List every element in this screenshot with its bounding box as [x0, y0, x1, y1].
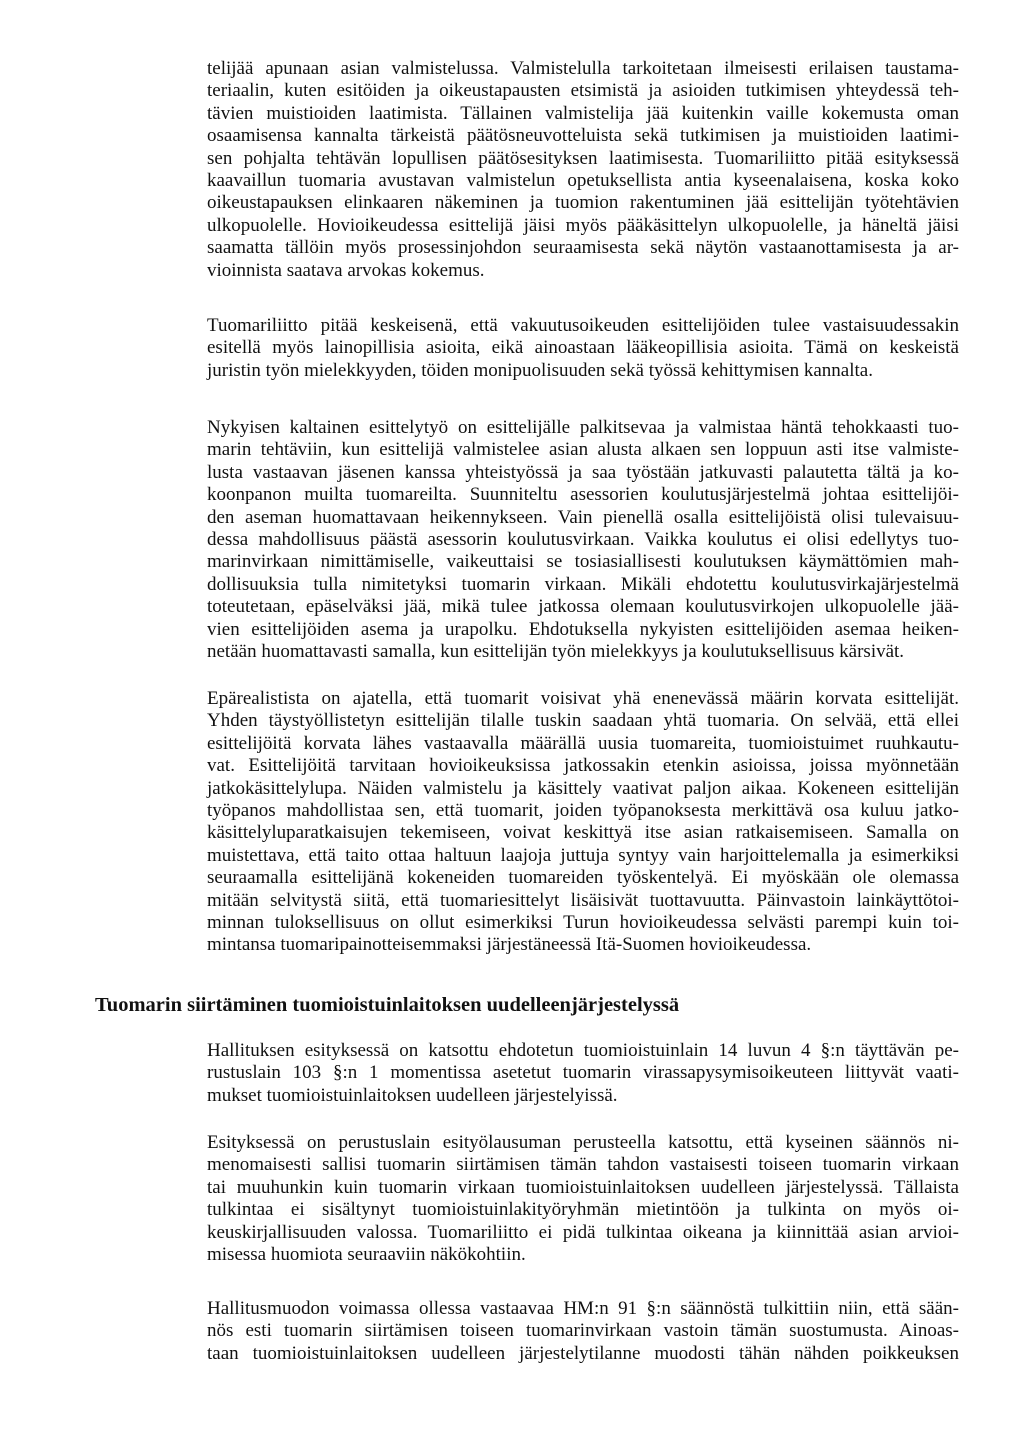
paragraph-5 [207, 1040, 959, 1107]
text-line: mukset tuomioistuinlaitoksen uudelleen järjestelyissä. [207, 1084, 618, 1106]
text-line: kaavaillun tuomaria avustavan valmistelun opetuksellista antia kyseenalaisena, koska koko [207, 170, 959, 192]
paragraph-4 [207, 688, 959, 957]
text-line: esitellä myös lainopillisia asioita, eikä ainoastaan lääkeopillisia asioita. Tämä on keskeistä [207, 337, 959, 359]
text-line: minnan tuloksellisuus on ollut esimerkiksi Turun hovioikeudessa selvästi parempi kuin toi- [207, 912, 959, 934]
text-line: Hallitusmuodon voimassa ollessa vastaavaa HM:n 91 §:n säännöstä tulkittiin niin, että sään- [207, 1298, 959, 1319]
text-line: sen pohjalta tehtävän lopullisen päätösesityksen laatimisesta. Tuomariliitto pitää esityksessä [207, 147, 959, 169]
text-line: vat. Esittelijöitä tarvitaan hovioikeuksissa jatkossakin etenkin asioissa, joissa myönnetään [207, 755, 959, 777]
text-line: taan tuomioistuinlaitoksen uudelleen järjestelytilanne muodosti tähän nähden poikkeuksen [207, 1342, 959, 1364]
text-line: marinvirkaan nimittämiselle, vaikeuttaisi se tosiasiallisesti koulutuksen käymättömien mah- [207, 551, 959, 573]
text-line: Yhden täystyöllistetyn esittelijän tilalle tuskin saadaan yhtä tuomaria. On selvää, että ellei [207, 710, 959, 732]
text-line: dollisuuksia tulla nimitetyksi tuomarin virkaan. Mikäli ehdotettu koulutusvirkajärjestelmä [207, 573, 959, 595]
text-line: lusta vastaavan jäsenen kanssa yhteistyössä ja saa työstään jatkuvasti palautetta tältä ja ko- [207, 461, 959, 483]
paragraph-7 [207, 1298, 959, 1365]
text-line: keuskirjallisuuden valossa. Tuomariliitto ei pidä tulkintaa oikeana ja kiinnittää asian arvioi- [207, 1221, 959, 1243]
text-line: misessa huomiota seuraaviin näkökohtiin. [207, 1244, 526, 1266]
text-line: käsittelyluparatkaisujen tekemiseen, voivat keskittyä itse asian ratkaisemiseen. Samalla on [207, 822, 959, 844]
text-line: den aseman huomattavaan heikennykseen. Vain pienellä osalla esittelijöistä olisi tulevaisuu- [207, 506, 959, 528]
text-line: marin tehtäviin, kun esittelijä valmistelee asian alusta alkaen sen loppuun asti itse valmiste- [207, 439, 959, 461]
text-line: seuraamalla esittelijänä kokeneiden tuomareiden työskentelyä. Ei myöskään ole olemassa [207, 867, 959, 889]
text-line: esittelijöitä korvata lähes vastaavalla määrällä uusia tuomareita, tuomioistuimet ruuhkautu- [207, 732, 959, 754]
text-line: Tuomariliitto pitää keskeisenä, että vakuutusoikeuden esittelijöiden tulee vastaisuudessakin [207, 315, 959, 336]
text-line: osaamisensa kannalta tärkeistä päätösneuvotteluista sekä tutkimisen ja muistioiden laatimi- [207, 125, 959, 147]
section-heading: Tuomarin siirtäminen tuomioistuinlaitoksen uudelleenjärjestelyssä [95, 994, 680, 1016]
text-line: mintansa tuomaripainotteisemmaksi järjestäneessä Itä-Suomen hovioikeudessa. [207, 934, 812, 956]
text-line: koonpanon muilta tuomareilta. Suunniteltu asessorien koulutusjärjestelmä johtaa esittelijöi- [207, 484, 959, 506]
text-line: vioinnista saatava arvokas kokemus. [207, 259, 485, 281]
text-line: oikeustapauksen elinkaaren näkeminen ja tuomion rakentuminen jää esittelijän työtehtävien [207, 192, 959, 214]
text-line: toteutetaan, epäselväksi jää, mikä tulee jatkossa olemaan koulutusvirkojen ulkopuolelle jää- [207, 596, 959, 618]
text-line: juristin työn mielekkyyden, töiden monipuolisuuden sekä työssä kehittymisen kannalta. [207, 359, 873, 381]
text-line: tai muuhunkin kuin tuomarin virkaan tuomioistuinlaitoksen uudelleen järjestelyssä. Tällaista [207, 1176, 959, 1198]
text-line: muistettava, että taito ottaa haltuun laajoja juttuja syntyy vain harjoittelemalla ja esimerkiksi [207, 844, 959, 866]
text-line: teriaalin, kuten esitöiden ja oikeustapausten etsimistä ja asioiden tutkimisen yhteydessä teh- [207, 80, 959, 102]
text-line: rustuslain 103 §:n 1 momentissa asetetut tuomarin virassapysymisoikeuteen liittyvät vaati- [207, 1062, 959, 1084]
paragraph-6 [207, 1132, 959, 1266]
paragraph-3 [207, 417, 959, 663]
text-line: Esityksessä on perustuslain esityölausuman perusteella katsottu, että kyseinen säännös ni- [207, 1132, 959, 1153]
text-line: Hallituksen esityksessä on katsottu ehdotetun tuomioistuinlain 14 luvun 4 §:n täyttävän pe- [207, 1040, 959, 1061]
text-line: nös esti tuomarin siirtämisen toiseen tuomarinvirkaan vastoin tämän suostumusta. Ainoas- [207, 1320, 959, 1342]
text-line: menomaisesti sallisi tuomarin siirtämisen tämän tahdon vastaisesti toiseen tuomarin virkaan [207, 1154, 959, 1176]
text-line: jatkokäsittelylupa. Näiden valmistelu ja käsittely vaativat paljon aikaa. Kokeneen esittelijän [207, 777, 959, 799]
text-line: saamatta tällöin myös prosessinjohdon seuraamisesta sekä näytön vastaanottamisesta ja ar- [207, 237, 959, 259]
text-line: netään huomattavasti samalla, kun esittelijän työn mielekkyys ja koulutuksellisuus kärsivät. [207, 641, 905, 663]
text-line: Epärealistista on ajatella, että tuomarit voisivat yhä enenevässä määrin korvata esittelijät. [207, 688, 959, 709]
text-line: ulkopuolelle. Hovioikeudessa esittelijä jäisi myös pääkäsittelyn ulkopuolelle, ja häneltä jäisi [207, 214, 959, 236]
text-line: dessa mahdollisuus päästä asessorin koulutusvirkaan. Vaikka koulutus ei olisi edellytys tuo- [207, 529, 959, 551]
text-line: työpanos mahdollistaa sen, että tuomarit, joiden työpanoksesta merkittävä osa kuluu jatko- [207, 800, 959, 822]
text-line: Nykyisen kaltainen esittelytyö on esittelijälle palkitsevaa ja valmistaa häntä tehokkaasti tuo- [207, 417, 959, 438]
text-line: telijää apunaan asian valmistelussa. Valmistelulla tarkoitetaan ilmeisesti erilaisen taustama- [207, 58, 959, 79]
paragraph-1 [207, 58, 959, 282]
text-line: mitään selvitystä siitä, että tuomariesittelyt lisäisivät tuottavuutta. Päinvastoin lainkäyttötoi- [207, 889, 959, 911]
text-line: tulkintaa ei sisältynyt tuomioistuinlakityöryhmän mietintöön ja tulkinta on myös oi- [207, 1199, 959, 1221]
paragraph-2 [207, 315, 959, 382]
text-line: tävien muistioiden laatimista. Tällainen valmistelija jää kuitenkin vaille kokemusta oman [207, 102, 959, 124]
text-line: vien esittelijöiden asema ja urapolku. Ehdotuksella nykyisten esittelijöiden asemaa heiken- [207, 618, 959, 640]
